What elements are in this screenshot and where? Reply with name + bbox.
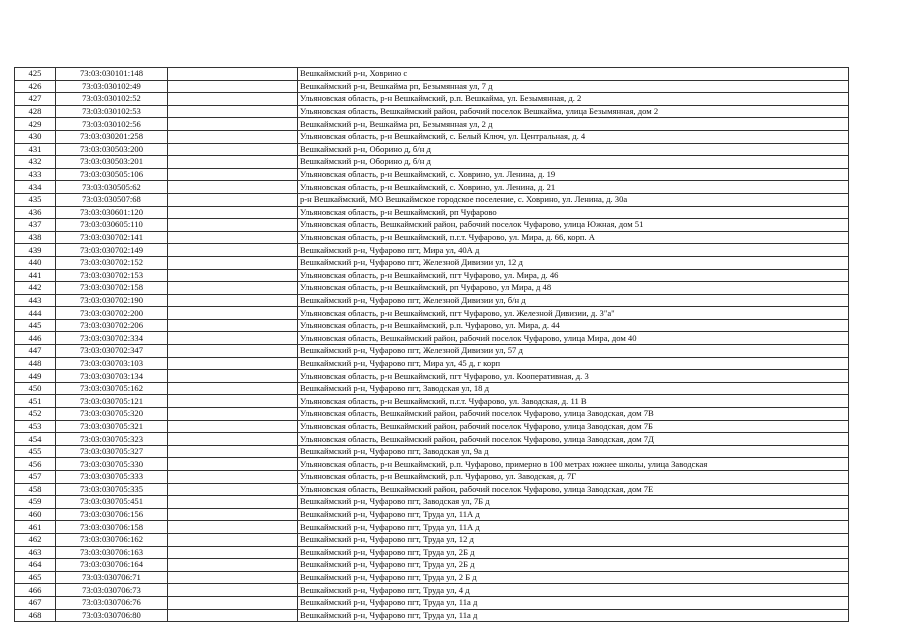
row-number-cell: 439 xyxy=(15,244,56,257)
address-cell: Ульяновская область, Вешкаймский район, рабочий поселок Чуфарово, улица Заводская, дом 7Е xyxy=(298,483,849,496)
address-cell: Ульяновская область, р-н Вешкаймский, пгт Чуфарово, ул. Железной Дивизии, д. 3"а" xyxy=(298,307,849,320)
empty-cell xyxy=(168,458,298,471)
row-number-cell: 437 xyxy=(15,219,56,232)
empty-cell xyxy=(168,244,298,257)
row-number-cell: 468 xyxy=(15,609,56,622)
cadastral-number-cell: 73:03:030705:333 xyxy=(56,471,168,484)
table-row xyxy=(15,345,849,358)
empty-cell xyxy=(168,521,298,534)
empty-cell xyxy=(168,143,298,156)
empty-cell xyxy=(168,345,298,358)
address-cell: Вешкаймский р-н, Чуфарово пгт, Труда ул, 11А д xyxy=(298,521,849,534)
empty-cell xyxy=(168,420,298,433)
table-row xyxy=(15,130,849,143)
table-body xyxy=(15,68,849,622)
table-row xyxy=(15,533,849,546)
row-number-cell: 435 xyxy=(15,193,56,206)
table-row xyxy=(15,156,849,169)
table-row xyxy=(15,458,849,471)
row-number-cell: 426 xyxy=(15,80,56,93)
row-number-cell: 467 xyxy=(15,596,56,609)
table-row xyxy=(15,483,849,496)
address-cell: Вешкаймский р-н, Чуфарово пгт, Труда ул, 2 Б д xyxy=(298,571,849,584)
cadastral-number-cell: 73:03:030102:56 xyxy=(56,118,168,131)
row-number-cell: 461 xyxy=(15,521,56,534)
empty-cell xyxy=(168,596,298,609)
cadastral-number-cell: 73:03:030201:258 xyxy=(56,130,168,143)
empty-cell xyxy=(168,395,298,408)
cadastral-number-cell: 73:03:030503:200 xyxy=(56,143,168,156)
address-cell: Вешкаймский р-н, Чуфарово пгт, Труда ул, 2Б д xyxy=(298,559,849,572)
cadastral-number-cell: 73:03:030706:73 xyxy=(56,584,168,597)
table-row xyxy=(15,433,849,446)
address-cell: Вешкаймский р-н, Чуфарово пгт, Труда ул, 11а д xyxy=(298,596,849,609)
address-cell: Вешкаймский р-н, Ховрино с xyxy=(298,68,849,81)
table-row xyxy=(15,93,849,106)
empty-cell xyxy=(168,382,298,395)
address-cell: Вешкаймский р-н, Вешкайма рп, Безымянная ул, 2 д xyxy=(298,118,849,131)
row-number-cell: 464 xyxy=(15,559,56,572)
row-number-cell: 438 xyxy=(15,231,56,244)
cadastral-number-cell: 73:03:030706:163 xyxy=(56,546,168,559)
empty-cell xyxy=(168,181,298,194)
table-row xyxy=(15,269,849,282)
empty-cell xyxy=(168,559,298,572)
table-row xyxy=(15,244,849,257)
address-cell: Вешкаймский р-н, Чуфарово пгт, Труда ул, 2Б д xyxy=(298,546,849,559)
empty-cell xyxy=(168,269,298,282)
row-number-cell: 451 xyxy=(15,395,56,408)
cadastral-number-cell: 73:03:030101:148 xyxy=(56,68,168,81)
cadastral-number-cell: 73:03:030503:201 xyxy=(56,156,168,169)
empty-cell xyxy=(168,609,298,622)
cadastral-number-cell: 73:03:030702:158 xyxy=(56,282,168,295)
row-number-cell: 443 xyxy=(15,294,56,307)
table-row xyxy=(15,496,849,509)
cadastral-number-cell: 73:03:030705:323 xyxy=(56,433,168,446)
address-cell: Вешкаймский р-н, Оборино д, б/н д xyxy=(298,143,849,156)
address-cell: Вешкаймский р-н, Чуфарово пгт, Труда ул, 11А д xyxy=(298,508,849,521)
row-number-cell: 444 xyxy=(15,307,56,320)
address-cell: Вешкаймский р-н, Чуфарово пгт, Заводская ул, 9а д xyxy=(298,445,849,458)
row-number-cell: 441 xyxy=(15,269,56,282)
address-cell: Ульяновская область, р-н Вешкаймский, р.п. Чуфарово, ул. Мира, д. 44 xyxy=(298,319,849,332)
row-number-cell: 431 xyxy=(15,143,56,156)
address-cell: Ульяновская область, р-н Вешкаймский, пгт Чуфарово, ул. Мира, д. 46 xyxy=(298,269,849,282)
row-number-cell: 440 xyxy=(15,256,56,269)
table-row xyxy=(15,294,849,307)
address-cell: Ульяновская область, Вешкаймский район, рабочий поселок Чуфарово, улица Заводская, дом 7В xyxy=(298,408,849,421)
empty-cell xyxy=(168,533,298,546)
address-cell: Ульяновская область, р-н Вешкаймский, рп Чуфарово, ул Мира, д 48 xyxy=(298,282,849,295)
empty-cell xyxy=(168,231,298,244)
empty-cell xyxy=(168,471,298,484)
empty-cell xyxy=(168,357,298,370)
empty-cell xyxy=(168,130,298,143)
address-cell: Вешкаймский р-н, Чуфарово пгт, Железной Дивизии ул, б/н д xyxy=(298,294,849,307)
table-row xyxy=(15,282,849,295)
cadastral-number-cell: 73:03:030705:451 xyxy=(56,496,168,509)
address-cell: Вешкаймский р-н, Чуфарово пгт, Заводская ул, 18 д xyxy=(298,382,849,395)
table-row xyxy=(15,559,849,572)
table-row xyxy=(15,307,849,320)
empty-cell xyxy=(168,219,298,232)
property-table xyxy=(14,67,849,622)
row-number-cell: 460 xyxy=(15,508,56,521)
address-cell: Ульяновская область, р-н Вешкаймский, с. Ховрино, ул. Ленина, д. 19 xyxy=(298,168,849,181)
address-cell: Вешкаймский р-н, Чуфарово пгт, Труда ул, 4 д xyxy=(298,584,849,597)
empty-cell xyxy=(168,282,298,295)
table-row xyxy=(15,118,849,131)
cadastral-number-cell: 73:03:030706:164 xyxy=(56,559,168,572)
cadastral-number-cell: 73:03:030102:53 xyxy=(56,105,168,118)
cadastral-number-cell: 73:03:030702:206 xyxy=(56,319,168,332)
empty-cell xyxy=(168,307,298,320)
table-row xyxy=(15,420,849,433)
empty-cell xyxy=(168,93,298,106)
empty-cell xyxy=(168,370,298,383)
row-number-cell: 465 xyxy=(15,571,56,584)
row-number-cell: 458 xyxy=(15,483,56,496)
empty-cell xyxy=(168,433,298,446)
table-row xyxy=(15,508,849,521)
empty-cell xyxy=(168,118,298,131)
row-number-cell: 448 xyxy=(15,357,56,370)
address-cell: Вешкаймский р-н, Чуфарово пгт, Труда ул, 12 д xyxy=(298,533,849,546)
table-row xyxy=(15,445,849,458)
cadastral-number-cell: 73:03:030703:134 xyxy=(56,370,168,383)
address-cell: Вешкаймский р-н, Чуфарово пгт, Железной Дивизии ул, 12 д xyxy=(298,256,849,269)
address-cell: Вешкаймский р-н, Чуфарово пгт, Заводская ул, 7Б д xyxy=(298,496,849,509)
row-number-cell: 428 xyxy=(15,105,56,118)
table-row xyxy=(15,370,849,383)
cadastral-number-cell: 73:03:030702:334 xyxy=(56,332,168,345)
empty-cell xyxy=(168,445,298,458)
empty-cell xyxy=(168,105,298,118)
cadastral-number-cell: 73:03:030705:162 xyxy=(56,382,168,395)
empty-cell xyxy=(168,168,298,181)
cadastral-number-cell: 73:03:030705:320 xyxy=(56,408,168,421)
row-number-cell: 436 xyxy=(15,206,56,219)
empty-cell xyxy=(168,408,298,421)
table-row xyxy=(15,193,849,206)
address-cell: Вешкаймский р-н, Чуфарово пгт, Мира ул, 45 д, г корп xyxy=(298,357,849,370)
cadastral-number-cell: 73:03:030505:106 xyxy=(56,168,168,181)
table-row xyxy=(15,256,849,269)
row-number-cell: 463 xyxy=(15,546,56,559)
empty-cell xyxy=(168,508,298,521)
address-cell: Ульяновская область, р-н Вешкаймский, п.г.т. Чуфарово, ул. Заводская, д. 11 В xyxy=(298,395,849,408)
table-row xyxy=(15,143,849,156)
row-number-cell: 456 xyxy=(15,458,56,471)
empty-cell xyxy=(168,294,298,307)
cadastral-number-cell: 73:03:030601:120 xyxy=(56,206,168,219)
address-cell: Ульяновская область, р-н Вешкаймский, с. Белый Ключ, ул. Центральная, д. 4 xyxy=(298,130,849,143)
empty-cell xyxy=(168,496,298,509)
address-cell: Ульяновская область, Вешкаймский район, рабочий поселок Чуфарово, улица Мира, дом 40 xyxy=(298,332,849,345)
table-row xyxy=(15,471,849,484)
cadastral-number-cell: 73:03:030706:162 xyxy=(56,533,168,546)
cadastral-number-cell: 73:03:030703:103 xyxy=(56,357,168,370)
table-row xyxy=(15,219,849,232)
cadastral-number-cell: 73:03:030702:141 xyxy=(56,231,168,244)
address-cell: Вешкаймский р-н, Оборино д, б/н д xyxy=(298,156,849,169)
table-row xyxy=(15,105,849,118)
address-cell: Ульяновская область, р-н Вешкаймский, п.г.т. Чуфарово, ул. Мира, д. 66, корп. А xyxy=(298,231,849,244)
table-row xyxy=(15,609,849,622)
row-number-cell: 457 xyxy=(15,471,56,484)
table-row xyxy=(15,168,849,181)
address-cell: Вешкаймский р-н, Чуфарово пгт, Мира ул, 40А д xyxy=(298,244,849,257)
table-row xyxy=(15,382,849,395)
cadastral-number-cell: 73:03:030702:153 xyxy=(56,269,168,282)
row-number-cell: 466 xyxy=(15,584,56,597)
row-number-cell: 462 xyxy=(15,533,56,546)
address-cell: Ульяновская область, Вешкаймский район, рабочий поселок Чуфарово, улица Заводская, дом 7Б xyxy=(298,420,849,433)
cadastral-number-cell: 73:03:030705:327 xyxy=(56,445,168,458)
empty-cell xyxy=(168,319,298,332)
cadastral-number-cell: 73:03:030705:330 xyxy=(56,458,168,471)
address-cell: Вешкаймский р-н, Вешкайма рп, Безымянная ул, 7 д xyxy=(298,80,849,93)
row-number-cell: 430 xyxy=(15,130,56,143)
table-row xyxy=(15,408,849,421)
address-cell: Вешкаймский р-н, Чуфарово пгт, Железной Дивизии ул, 57 д xyxy=(298,345,849,358)
address-cell: Ульяновская область, р-н Вешкаймский, р.п. Чуфарово, ул. Заводская, д. 7Г xyxy=(298,471,849,484)
address-cell: Ульяновская область, Вешкаймский район, рабочий поселок Чуфарово, улица Южная, дом 51 xyxy=(298,219,849,232)
address-cell: Ульяновская область, Вешкаймский район, рабочий поселок Вешкайма, улица Безымянная, дом 2 xyxy=(298,105,849,118)
row-number-cell: 429 xyxy=(15,118,56,131)
address-cell: р-н Вешкаймский, МО Вешкаймское городское поселение, с. Ховрино, ул. Ленина, д. 30а xyxy=(298,193,849,206)
table-row xyxy=(15,571,849,584)
table-row xyxy=(15,206,849,219)
cadastral-number-cell: 73:03:030705:121 xyxy=(56,395,168,408)
address-cell: Ульяновская область, р-н Вешкаймский, пгт Чуфарово, ул. Кооперативная, д. 3 xyxy=(298,370,849,383)
cadastral-number-cell: 73:03:030706:80 xyxy=(56,609,168,622)
empty-cell xyxy=(168,332,298,345)
row-number-cell: 433 xyxy=(15,168,56,181)
row-number-cell: 450 xyxy=(15,382,56,395)
address-cell: Ульяновская область, р-н Вешкаймский, р.п. Чуфарово, примерно в 100 метрах южнее школы, улица Заводская xyxy=(298,458,849,471)
cadastral-number-cell: 73:03:030705:321 xyxy=(56,420,168,433)
cadastral-number-cell: 73:03:030702:347 xyxy=(56,345,168,358)
row-number-cell: 432 xyxy=(15,156,56,169)
empty-cell xyxy=(168,156,298,169)
table-row xyxy=(15,181,849,194)
row-number-cell: 454 xyxy=(15,433,56,446)
address-cell: Ульяновская область, р-н Вешкаймский, рп Чуфарово xyxy=(298,206,849,219)
cadastral-number-cell: 73:03:030705:335 xyxy=(56,483,168,496)
row-number-cell: 425 xyxy=(15,68,56,81)
row-number-cell: 455 xyxy=(15,445,56,458)
table-row xyxy=(15,546,849,559)
table-row xyxy=(15,332,849,345)
row-number-cell: 447 xyxy=(15,345,56,358)
empty-cell xyxy=(168,193,298,206)
table-row xyxy=(15,68,849,81)
empty-cell xyxy=(168,483,298,496)
empty-cell xyxy=(168,68,298,81)
empty-cell xyxy=(168,571,298,584)
cadastral-number-cell: 73:03:030505:62 xyxy=(56,181,168,194)
cadastral-number-cell: 73:03:030702:200 xyxy=(56,307,168,320)
row-number-cell: 453 xyxy=(15,420,56,433)
cadastral-number-cell: 73:03:030706:76 xyxy=(56,596,168,609)
cadastral-number-cell: 73:03:030102:49 xyxy=(56,80,168,93)
table-row xyxy=(15,596,849,609)
cadastral-number-cell: 73:03:030706:156 xyxy=(56,508,168,521)
row-number-cell: 459 xyxy=(15,496,56,509)
table-row xyxy=(15,584,849,597)
row-number-cell: 449 xyxy=(15,370,56,383)
row-number-cell: 434 xyxy=(15,181,56,194)
table-row xyxy=(15,319,849,332)
cadastral-number-cell: 73:03:030102:52 xyxy=(56,93,168,106)
row-number-cell: 445 xyxy=(15,319,56,332)
address-cell: Ульяновская область, Вешкаймский район, рабочий поселок Чуфарово, улица Заводская, дом 7Д xyxy=(298,433,849,446)
cadastral-number-cell: 73:03:030605:110 xyxy=(56,219,168,232)
row-number-cell: 452 xyxy=(15,408,56,421)
empty-cell xyxy=(168,584,298,597)
table-row xyxy=(15,80,849,93)
table-row xyxy=(15,521,849,534)
table-row xyxy=(15,231,849,244)
row-number-cell: 427 xyxy=(15,93,56,106)
empty-cell xyxy=(168,80,298,93)
address-cell: Вешкаймский р-н, Чуфарово пгт, Труда ул, 11а д xyxy=(298,609,849,622)
cadastral-number-cell: 73:03:030706:71 xyxy=(56,571,168,584)
cadastral-number-cell: 73:03:030706:158 xyxy=(56,521,168,534)
cadastral-number-cell: 73:03:030507:68 xyxy=(56,193,168,206)
address-cell: Ульяновская область, р-н Вешкаймский, с. Ховрино, ул. Ленина, д. 21 xyxy=(298,181,849,194)
empty-cell xyxy=(168,206,298,219)
cadastral-number-cell: 73:03:030702:149 xyxy=(56,244,168,257)
cadastral-number-cell: 73:03:030702:190 xyxy=(56,294,168,307)
table-row xyxy=(15,357,849,370)
table-row xyxy=(15,395,849,408)
row-number-cell: 446 xyxy=(15,332,56,345)
cadastral-number-cell: 73:03:030702:152 xyxy=(56,256,168,269)
empty-cell xyxy=(168,546,298,559)
row-number-cell: 442 xyxy=(15,282,56,295)
address-cell: Ульяновская область, р-н Вешкаймский, р.п. Вешкайма, ул. Безымянная, д. 2 xyxy=(298,93,849,106)
empty-cell xyxy=(168,256,298,269)
